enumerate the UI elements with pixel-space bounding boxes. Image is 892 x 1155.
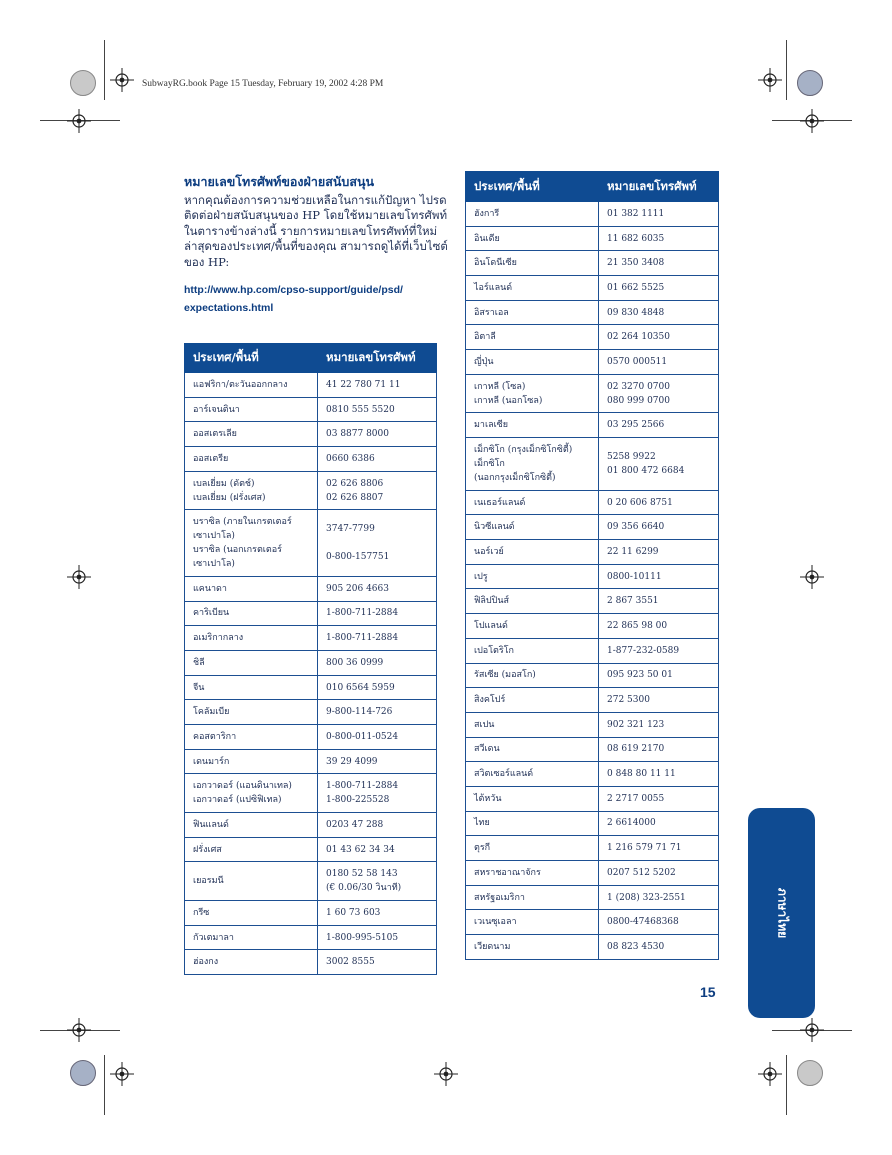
section-title: หมายเลขโทรศัพท์ของฝ่ายสนับสนุน <box>184 174 375 189</box>
intro-paragraph: หากคุณต้องการความช่วยเหลือในการแก้ปัญหา ไปรดติดต่อฝ่ายสนับสนุนของ HP โดยใช้หมายเลขโทรศัพท์ในตารางข้างล่างนี้ รายการหมายเลขโทรศัพท์ที่ใหม่ล่าสุดของประเทศ/พื้นที่ของคุณ สามารถดูได้ที่เว็บไซต์ของ HP: <box>184 193 448 269</box>
phone-cell: 0207 512 5202 <box>599 861 719 886</box>
country-cell: นอร์เวย์ <box>466 540 599 565</box>
phone-cell: 0810 555 5520 <box>318 397 437 422</box>
phone-cell: 3747-7799 0-800-157751 <box>318 510 437 577</box>
support-url[interactable] <box>184 282 449 317</box>
table-row <box>466 935 719 960</box>
country-cell: โปแลนด์ <box>466 614 599 639</box>
table-row <box>185 813 437 838</box>
country-cell: ออสเตรเลีย <box>185 422 318 447</box>
print-header: SubwayRG.book Page 15 Tuesday, February 19, 2002 4:28 PM <box>142 79 384 89</box>
language-side-tab <box>748 808 815 1018</box>
country-cell: แอฟริกา/ตะวันออกกลาง <box>185 373 318 398</box>
phone-cell: 01 43 62 34 34 <box>318 837 437 862</box>
country-cell: รัสเซีย (มอสโก) <box>466 663 599 688</box>
country-cell: ฟิลิปปินส์ <box>466 589 599 614</box>
table-row <box>185 510 437 577</box>
phone-cell: 02 264 10350 <box>599 325 719 350</box>
country-cell: ฝรั่งเศส <box>185 837 318 862</box>
country-cell: สวีเดน <box>466 737 599 762</box>
country-cell: กัวเตมาลา <box>185 925 318 950</box>
phone-cell: 1-800-711-2884 <box>318 601 437 626</box>
table-row <box>466 413 719 438</box>
table-row <box>466 663 719 688</box>
phone-cell: 2 867 3551 <box>599 589 719 614</box>
table-row <box>185 471 437 510</box>
phone-cell: 3002 8555 <box>318 950 437 975</box>
phone-cell: 0 20 606 8751 <box>599 490 719 515</box>
phone-cell: 1-877-232-0589 <box>599 638 719 663</box>
table-row <box>185 901 437 926</box>
country-cell: ออสเตรีย <box>185 447 318 472</box>
country-cell: มาเลเซีย <box>466 413 599 438</box>
country-cell: สหรัฐอเมริกา <box>466 885 599 910</box>
support-url-line-2[interactable]: expectations.html <box>184 301 274 314</box>
country-cell: เปรู <box>466 564 599 589</box>
phone-cell: 0 848 80 11 11 <box>599 762 719 787</box>
table-row <box>185 749 437 774</box>
country-cell: โคลัมเบีย <box>185 700 318 725</box>
country-cell: แคนาดา <box>185 576 318 601</box>
phone-cell: 272 5300 <box>599 688 719 713</box>
table-row <box>466 861 719 886</box>
table-row <box>185 626 437 651</box>
table-row <box>185 700 437 725</box>
table-row <box>466 515 719 540</box>
phone-cell: 800 36 0999 <box>318 651 437 676</box>
country-cell: เกาหลี (โซล) เกาหลี (นอกโซล) <box>466 374 599 413</box>
phone-cell: 2 6614000 <box>599 811 719 836</box>
table-row <box>466 614 719 639</box>
phone-cell: 1-800-711-2884 1-800-225528 <box>318 774 437 813</box>
phone-cell: 0800-47468368 <box>599 910 719 935</box>
country-cell: เยอรมนี <box>185 862 318 901</box>
phone-cell: 1 216 579 71 71 <box>599 836 719 861</box>
table-row <box>466 712 719 737</box>
phone-cell: 1-800-711-2884 <box>318 626 437 651</box>
table-row <box>185 950 437 975</box>
country-cell: ฟินแลนด์ <box>185 813 318 838</box>
country-cell: อินโดนีเซีย <box>466 251 599 276</box>
table-row <box>185 397 437 422</box>
phone-cell: 02 626 8806 02 626 8807 <box>318 471 437 510</box>
table-row <box>185 373 437 398</box>
phone-cell: 902 321 123 <box>599 712 719 737</box>
country-cell: ไต้หวัน <box>466 786 599 811</box>
country-cell: คอสตาริกา <box>185 725 318 750</box>
language-side-tab-label: ภาษาไทย <box>775 887 789 939</box>
country-cell: อิตาลี <box>466 325 599 350</box>
table-row <box>466 350 719 375</box>
phone-cell: 09 830 4848 <box>599 300 719 325</box>
country-cell: ญี่ปุ่น <box>466 350 599 375</box>
phone-cell: 03 295 2566 <box>599 413 719 438</box>
table-row <box>466 737 719 762</box>
table-row <box>466 762 719 787</box>
country-cell: นิวซีแลนด์ <box>466 515 599 540</box>
column-header-phone: หมายเลขโทรศัพท์ <box>599 172 719 202</box>
phone-cell: 39 29 4099 <box>318 749 437 774</box>
phone-cell: 9-800-114-726 <box>318 700 437 725</box>
phone-cell: 0180 52 58 143 (€ 0.06/30 วินาที) <box>318 862 437 901</box>
table-row <box>185 601 437 626</box>
table-row <box>466 226 719 251</box>
phone-cell: 01 662 5525 <box>599 276 719 301</box>
table-row <box>466 325 719 350</box>
table-row <box>185 862 437 901</box>
country-cell: ไอร์แลนด์ <box>466 276 599 301</box>
phone-cell: 5258 9922 01 800 472 6684 <box>599 438 719 491</box>
table-row <box>466 276 719 301</box>
table-row <box>466 564 719 589</box>
phone-cell: 11 682 6035 <box>599 226 719 251</box>
table-row <box>466 374 719 413</box>
country-cell: อาร์เจนตินา <box>185 397 318 422</box>
table-row <box>466 910 719 935</box>
table-row <box>466 885 719 910</box>
phone-cell: 09 356 6640 <box>599 515 719 540</box>
phone-cell: 1-800-995-5105 <box>318 925 437 950</box>
table-row <box>466 540 719 565</box>
phone-cell: 2 2717 0055 <box>599 786 719 811</box>
phone-cell: 08 619 2170 <box>599 737 719 762</box>
table-row <box>185 725 437 750</box>
phone-table-left <box>184 343 437 975</box>
phone-cell: 0203 47 288 <box>318 813 437 838</box>
table-row <box>185 422 437 447</box>
table-row <box>185 675 437 700</box>
table-row <box>185 447 437 472</box>
phone-cell: 0570 000511 <box>599 350 719 375</box>
country-cell: อิสราเอล <box>466 300 599 325</box>
table-row <box>466 811 719 836</box>
table-row <box>185 651 437 676</box>
phone-cell: 0-800-011-0524 <box>318 725 437 750</box>
country-cell: ชิลี <box>185 651 318 676</box>
table-row <box>466 202 719 227</box>
country-cell: อเมริกากลาง <box>185 626 318 651</box>
table-row <box>185 925 437 950</box>
phone-cell: 0800-10111 <box>599 564 719 589</box>
support-url-line-1[interactable]: http://www.hp.com/cpso-support/guide/psd/ <box>184 284 403 296</box>
table-row <box>466 490 719 515</box>
table-row <box>466 786 719 811</box>
country-cell: คาริเบียน <box>185 601 318 626</box>
country-cell: ไทย <box>466 811 599 836</box>
phone-cell: 010 6564 5959 <box>318 675 437 700</box>
country-cell: เวเนซุเอลา <box>466 910 599 935</box>
phone-cell: 1 (208) 323-2551 <box>599 885 719 910</box>
phone-cell: 03 8877 8000 <box>318 422 437 447</box>
country-cell: สหราชอาณาจักร <box>466 861 599 886</box>
table-row <box>466 300 719 325</box>
table-row <box>185 837 437 862</box>
column-header-phone: หมายเลขโทรศัพท์ <box>318 344 437 373</box>
table-row <box>466 438 719 491</box>
table-row <box>466 688 719 713</box>
country-cell: เดนมาร์ก <box>185 749 318 774</box>
phone-cell: 22 11 6299 <box>599 540 719 565</box>
phone-cell: 1 60 73 603 <box>318 901 437 926</box>
country-cell: อินเดีย <box>466 226 599 251</box>
country-cell: สิงคโปร์ <box>466 688 599 713</box>
table-row <box>466 251 719 276</box>
country-cell: เบลเยี่ยม (ดัตช์) เบลเยี่ยม (ฝรั่งเศส) <box>185 471 318 510</box>
table-row <box>466 638 719 663</box>
country-cell: เนเธอร์แลนด์ <box>466 490 599 515</box>
country-cell: กรีซ <box>185 901 318 926</box>
table-row <box>466 836 719 861</box>
phone-table-right <box>465 171 719 960</box>
phone-cell: 41 22 780 71 11 <box>318 373 437 398</box>
phone-cell: 01 382 1111 <box>599 202 719 227</box>
column-header-country: ประเทศ/พื้นที่ <box>185 344 318 373</box>
country-cell: ตุรกี <box>466 836 599 861</box>
phone-cell: 095 923 50 01 <box>599 663 719 688</box>
country-cell: เม็กซิโก (กรุงเม็กซิโกซิตี้) เม็กซิโก (นอกกรุงเม็กซิโกซิตี้) <box>466 438 599 491</box>
country-cell: ฮังการี <box>466 202 599 227</box>
country-cell: บราซิล (ภายในเกรตเตอร์ เซาเปาโล) บราซิล (นอกเกรตเตอร์ เซาเปาโล) <box>185 510 318 577</box>
page-number: 15 <box>700 984 716 1000</box>
table-row <box>185 774 437 813</box>
phone-cell: 22 865 98 00 <box>599 614 719 639</box>
country-cell: ฮ่องกง <box>185 950 318 975</box>
country-cell: เปอโตริโก <box>466 638 599 663</box>
table-row <box>185 576 437 601</box>
phone-cell: 02 3270 0700 080 999 0700 <box>599 374 719 413</box>
column-header-country: ประเทศ/พื้นที่ <box>466 172 599 202</box>
phone-cell: 0660 6386 <box>318 447 437 472</box>
country-cell: สเปน <box>466 712 599 737</box>
country-cell: จีน <box>185 675 318 700</box>
country-cell: เอกวาดอร์ (แอนดินาเทล) เอกวาดอร์ (แปซิฟิเทล) <box>185 774 318 813</box>
phone-cell: 08 823 4530 <box>599 935 719 960</box>
phone-cell: 21 350 3408 <box>599 251 719 276</box>
table-row <box>466 589 719 614</box>
phone-cell: 905 206 4663 <box>318 576 437 601</box>
country-cell: เวียดนาม <box>466 935 599 960</box>
country-cell: สวิตเซอร์แลนด์ <box>466 762 599 787</box>
